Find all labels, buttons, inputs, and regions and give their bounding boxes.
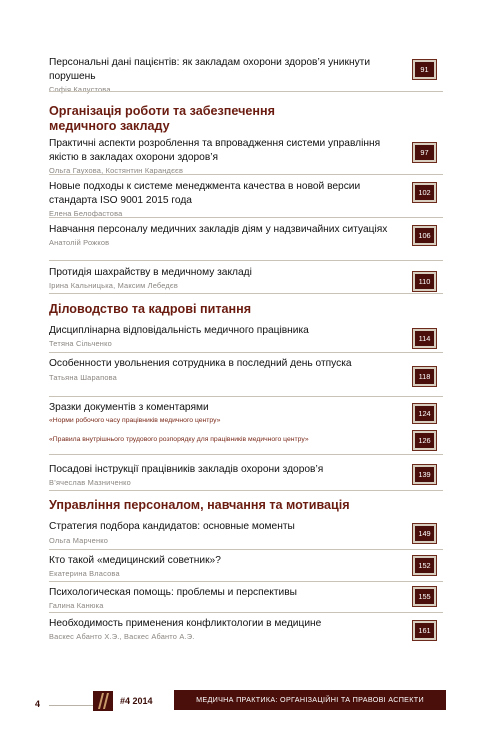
- toc-entry[interactable]: [49, 434, 443, 445]
- divider: [49, 581, 443, 582]
- divider: [49, 454, 443, 455]
- page-number-badge[interactable]: 106: [413, 226, 436, 245]
- page-number-badge[interactable]: 126: [413, 431, 436, 450]
- entry-authors: Васкес Абанто Х.Э., Васкес Абанто А.Э.: [49, 632, 195, 641]
- page-number: 4: [35, 699, 41, 709]
- toc-entry[interactable]: [49, 554, 443, 580]
- page-number-badge[interactable]: 155: [413, 587, 436, 606]
- page-number-badge[interactable]: 152: [413, 556, 436, 575]
- divider: [49, 352, 443, 353]
- page-number-badge[interactable]: 149: [413, 524, 436, 543]
- page-number-badge[interactable]: 118: [413, 367, 436, 386]
- toc-entry[interactable]: [49, 180, 443, 220]
- entry-title[interactable]: Кто такой «медицинский советник»?: [49, 555, 221, 566]
- toc-entry[interactable]: [49, 463, 443, 489]
- toc-entry[interactable]: [49, 223, 443, 249]
- entry-authors: Анатолій Рожков: [49, 238, 110, 247]
- divider: [49, 174, 443, 175]
- entry-authors: Галина Канюка: [49, 601, 104, 610]
- page-number-badge[interactable]: 110: [413, 272, 436, 291]
- entry-authors: Ірина Кальницька, Максим Лебедєв: [49, 281, 179, 290]
- page-number-badge[interactable]: 102: [413, 183, 436, 202]
- entry-authors: Ольга Гаухова, Костянтин Карандєєв: [49, 166, 184, 175]
- page-number-badge[interactable]: 139: [413, 465, 436, 484]
- entry-title[interactable]: Персональні дані пацієнтів: як закладам охорони здоров’я уникнути порушень: [49, 57, 371, 82]
- section-title-line: медичного закладу: [49, 119, 170, 133]
- section-title-line: Організація роботи та забезпечення: [49, 104, 275, 118]
- divider: [49, 217, 443, 218]
- entry-authors: В’ячеслав Мазниченко: [49, 478, 131, 487]
- entry-title[interactable]: Новые подходы к системе менеджмента качества в новой версии стандарта ISO 9001 2015 года: [49, 181, 361, 206]
- entry-authors: Софія Калустова: [49, 85, 111, 94]
- divider: [49, 490, 443, 491]
- entry-authors: Ольга Марченко: [49, 536, 109, 545]
- toc-entry[interactable]: [49, 519, 443, 547]
- toc-entry[interactable]: [49, 56, 443, 96]
- page-number-badge[interactable]: 114: [413, 329, 436, 348]
- toc-entry[interactable]: [49, 401, 443, 426]
- section-title: Управління персоналом, навчання та мотивація: [49, 498, 350, 512]
- toc-entry[interactable]: [49, 356, 443, 384]
- entry-title[interactable]: Посадові інструкції працівників закладів охорони здоров’я: [49, 464, 324, 475]
- toc-entry[interactable]: [49, 617, 443, 643]
- entry-subtitle[interactable]: «Правила внутрішнього трудового розпорядку для працівників медичного центру»: [49, 436, 309, 443]
- page-number-badge[interactable]: 124: [413, 404, 436, 423]
- footer-divider: [49, 705, 93, 706]
- entry-title[interactable]: Зразки документів з коментарями: [49, 402, 209, 413]
- entry-title[interactable]: Психологическая помощь: проблемы и перспективы: [49, 587, 297, 598]
- section-title: [49, 104, 443, 134]
- entry-subtitle[interactable]: «Норми робочого часу працівників медичного центру»: [49, 417, 221, 424]
- page-number-badge[interactable]: 91: [413, 60, 436, 79]
- entry-title[interactable]: Особенности увольнения сотрудника в последний день отпуска: [49, 358, 352, 369]
- entry-authors: Тетяна Сільченко: [49, 339, 112, 348]
- entry-authors: Екатерина Власова: [49, 569, 120, 578]
- entry-authors: Елена Белофастова: [49, 209, 123, 218]
- divider: [49, 549, 443, 550]
- entry-authors: Татьяна Шарапова: [49, 373, 117, 382]
- journal-logo-icon: [93, 691, 113, 711]
- section-title: Діловодство та кадрові питання: [49, 302, 252, 316]
- divider: [49, 396, 443, 397]
- issue-label: #4 2014: [120, 696, 153, 706]
- toc-entry[interactable]: [49, 266, 443, 292]
- divider: [49, 260, 443, 261]
- entry-title[interactable]: Стратегия подбора кандидатов: основные моменты: [49, 521, 295, 532]
- page-number-badge[interactable]: 97: [413, 143, 436, 162]
- entry-title[interactable]: Дисциплінарна відповідальність медичного працівника: [49, 325, 309, 336]
- divider: [49, 293, 443, 294]
- toc-entry[interactable]: [49, 324, 443, 350]
- toc-entry[interactable]: [49, 137, 443, 177]
- page-number-badge[interactable]: 161: [413, 621, 436, 640]
- entry-title[interactable]: Протидія шахрайству в медичному закладі: [49, 267, 252, 278]
- toc-entry[interactable]: [49, 586, 443, 612]
- journal-title-bar: МЕДИЧНА ПРАКТИКА: ОРГАНІЗАЦІЙНІ ТА ПРАВОВІ АСПЕКТИ: [174, 690, 446, 710]
- divider: [49, 612, 443, 613]
- entry-title[interactable]: Навчання персоналу медичних закладів діям у надзвичайних ситуаціях: [49, 224, 388, 235]
- divider: [49, 91, 443, 92]
- entry-title[interactable]: Практичні аспекти розроблення та впровадження системи управління якістю в закладах охорони здоров’я: [49, 138, 381, 163]
- entry-title[interactable]: Необходимость применения конфликтологии в медицине: [49, 618, 322, 629]
